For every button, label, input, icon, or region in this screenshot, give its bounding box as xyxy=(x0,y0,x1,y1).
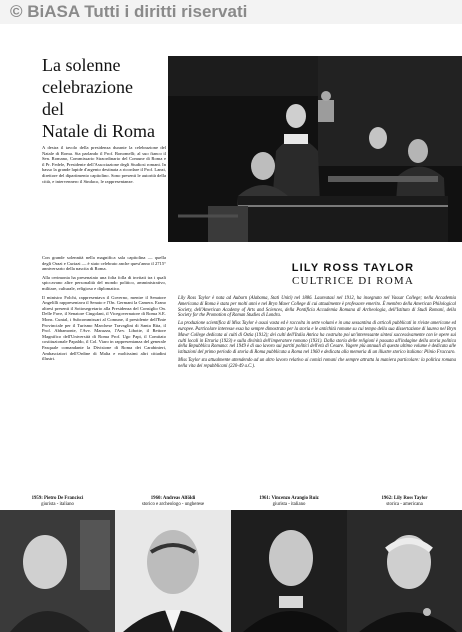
caption-2: 1960: Andreas Alföldi storico e archeologo - ungherese xyxy=(141,496,205,507)
intro-caption: A destra il tavolo della presidenza durante la celebrazione del Natale di Roma. Sta parlando il Prof. Bonomelli; al suo fianco il Sen. Romano, Commissario Straordinario del Comune di Roma e il Pr. Fedele, Presidente dell'Associazione degli Studiosi romani. In basso la grande lapide d'argento destinata a ricordare il Prof. Lanzi, direttore del dipartimento capitolino. Sono presenti le autorità della città, e intervennero il Sindaco, le rappresentanze. xyxy=(42,145,166,184)
watermark-text: © BiASA Tutti i diritti riservati xyxy=(10,2,248,21)
portrait-photo xyxy=(347,510,462,632)
title-line-2: celebrazione xyxy=(42,77,133,97)
title-line-1: La solenne xyxy=(42,55,121,75)
paragraph: Miss Taylor sta attualmente attendendo ad un altro lavoro relativo ai comizi romani che sempre attratta la maniera particolare: la politica romana nella vita dei repubblicani (220-49 a.C.). xyxy=(178,357,456,369)
portrait-illustration xyxy=(0,510,115,632)
portrait-illustration xyxy=(347,510,462,632)
paragraph: Con grande solennità nella magnifica sala capitolina — quella degli Orazi e Curiazi — è stato celebrato anche quest'anno il 2715° anniversario della nascita di Roma. xyxy=(42,255,166,272)
section-heading xyxy=(250,262,456,288)
article-right-column xyxy=(178,296,456,372)
heading-line-2: CULTRICE DI ROMA xyxy=(291,275,415,287)
portrait-strip xyxy=(0,510,462,632)
title-line-3: del xyxy=(42,99,64,119)
portrait-photo xyxy=(0,510,115,632)
page-title xyxy=(42,54,160,142)
paragraph: La produzione scientifica di Miss Taylor è assai vasta ed è raccolta in sette volumi e in una sessantina di articoli pubblicati in riviste americane ed europee. Particolare interesse essa ha sempre dimostrato per la storia e le antichità romane su cui tempo della sua dissertazione di laurea nel Bryn Mawr College dedicata ai culti di Ostia (1912); dei culti dell'Italia Antica ha costruito poi un'interessante sintesi successivamente con le opere sui culti locali in Etruria (1923) e sulla divinità dell'imperatore romano (1931). Dalla storia delle religioni è passata all'indagine della storia politica della Repubblica Romana: nel 1949 è di suo lavoro sui partiti politici dell'età di Cesare. Vagere più annuali di questo ultimo volume è dedicata alle istituzioni del primo periodo di storia di Roma pubblicata a Roma nel 1960 e dedicata alla memoria di un illustre storico italiano: Plinio Fraccaro. xyxy=(178,321,456,356)
portrait-illustration xyxy=(115,510,231,632)
portrait-illustration xyxy=(231,510,347,632)
caption-3: 1961: Vincenzo Arangio Ruiz giurista - italiano xyxy=(259,496,319,507)
portrait-photo xyxy=(115,510,231,632)
article-left-column xyxy=(42,255,166,365)
watermark-banner xyxy=(0,0,462,24)
title-line-4: Natale di Roma xyxy=(42,121,155,141)
heading-line-1: LILY ROSS TAYLOR xyxy=(291,262,415,274)
paragraph: Il ministro Folchi, rappresentava il Governo, mentre il Senatore Angelilli rappresentava il Senato e l'On. Germani la Camera. Erano altresì presenti il Sottosegretario alla Presidenza del Consiglio On. Delle Fave, il Senatore Cingolani, il Vicegovernatore di Roma S.E. Mons. Cunial, i Subcommissari al Comune, il presidente dell'Ente Provinciale per il Turismo Marchese Travaglini di Santa Rita, il Prof. Abbamonte, l'Avv. Marazza, l'Avv. Libotte, il Rettore Magnifico dell'Università di Roma Prof. Ugo Papi, il Comitato costituzionale Papaldo, il Col. Viaro in rappresentanza del generale Pasquale comandante la Divisione di Roma dei Carabinieri, Ambasciatori dell'Ordine di Malta e moltissimi altri cittadini illustri. xyxy=(42,294,166,362)
caption-1: 1959: Pietro De Francisci giurista - italiano xyxy=(31,496,84,507)
caption-4: 1962: Lily Ross Taylor storica - americana xyxy=(381,496,428,507)
paragraph: Alla cerimonia ha presenziato una folta folla di invitati tra i quali spiccavano altre personalità del mondo politico, amministrativo, militare, culturale, religioso e diplomatico. xyxy=(42,274,166,291)
paragraph: Lily Ross Taylor è nata ad Auburn (Alabama, Stati Uniti) nel 1886. Laureatasi nel 1912, ha insegnato nel Vassar College; nella Accademia Americana di Roma è stata per molti anni e nel Bryn Mawr College di cui attualmente è professore emerito. È membro della American Philological Society, dell'American Academy of Arts and Sciences, della Pontificia Accademia Romana di Archeologia, dell'Istituto di Studi Romani, della Society for the Promotion of Roman Studies di Londra. xyxy=(178,296,456,319)
photo-captions xyxy=(0,496,462,510)
portrait-photo xyxy=(231,510,347,632)
ceremony-photo xyxy=(168,56,462,242)
ceremony-photo-illustration xyxy=(168,56,462,242)
